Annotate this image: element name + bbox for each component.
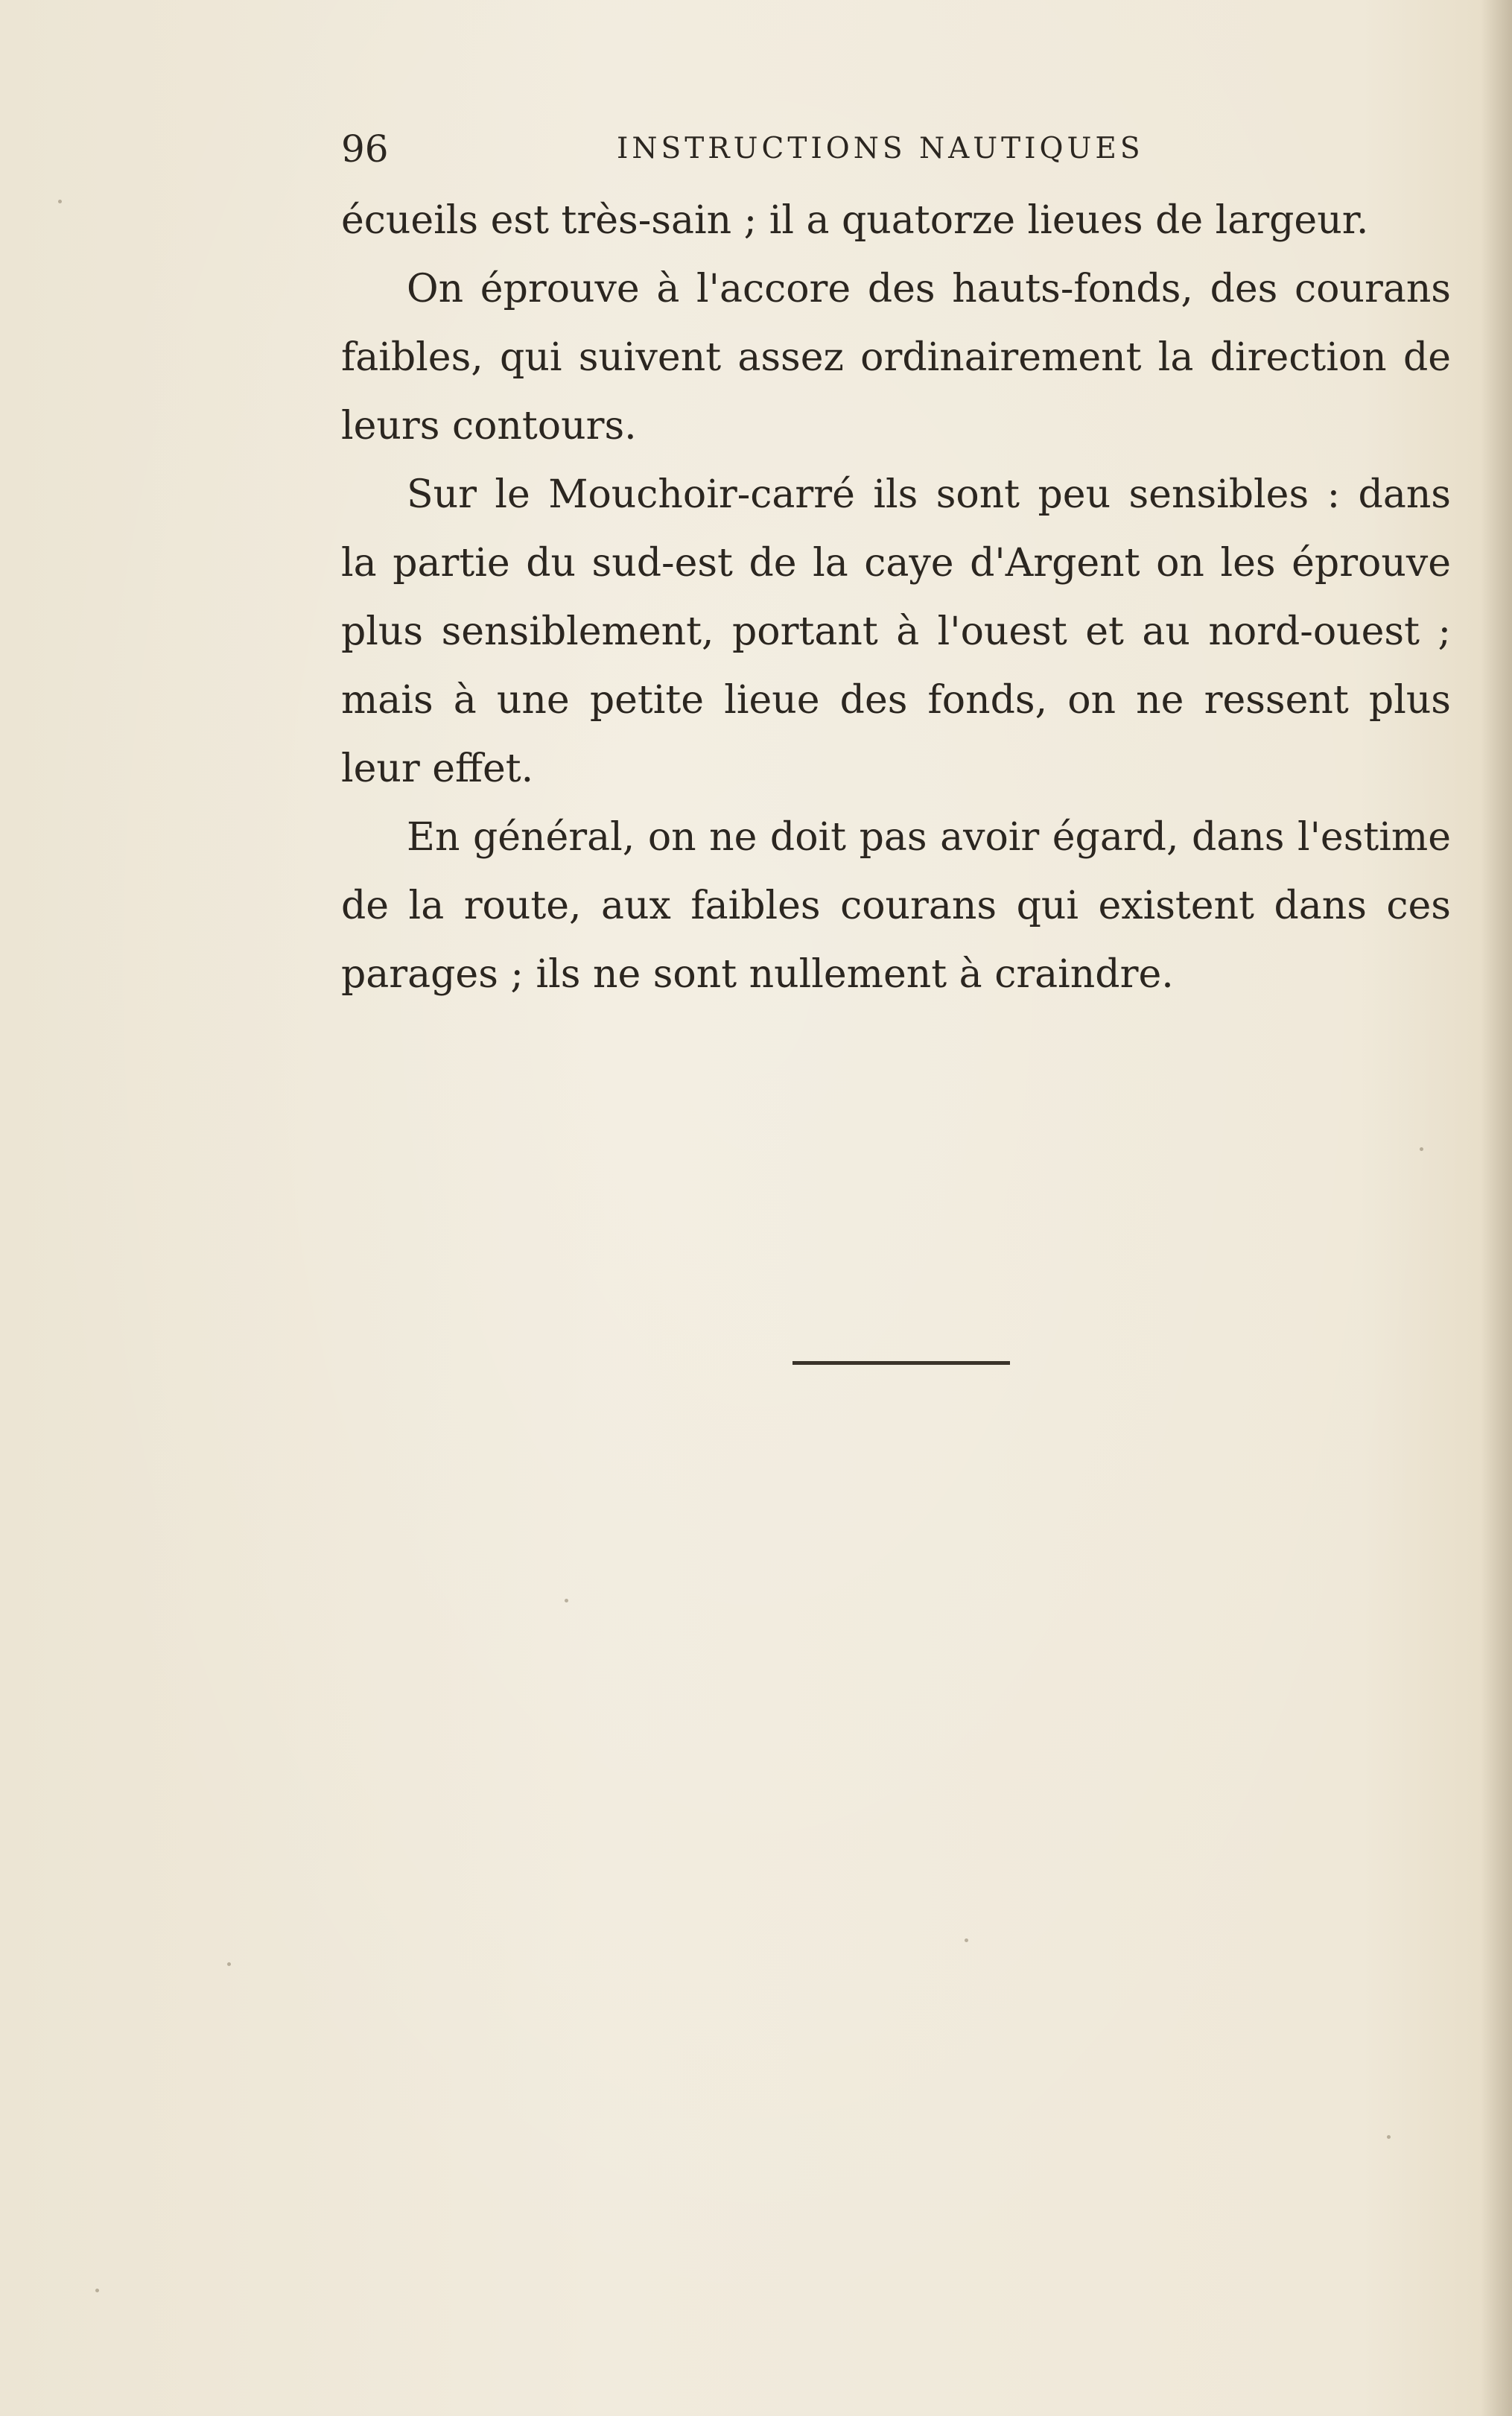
paragraph: Sur le Mouchoir-carré ils sont peu sensibles : dans la partie du sud-est de la caye d'Argent on les éprouve plus sensiblement, portant à l'ouest et au nord-ouest ; mais à une petite lieue des fonds, on ne ressent plus leur effet. — [341, 472, 1451, 791]
page-header — [341, 119, 1458, 179]
paragraph: écueils est très-sain ; il a quatorze lieues de largeur. — [341, 198, 1369, 243]
paper-speck — [565, 1599, 568, 1602]
running-title: INSTRUCTIONS NAUTIQUES — [617, 132, 1144, 165]
section-end-rule — [792, 1361, 1010, 1365]
paper-speck — [1387, 2135, 1391, 2139]
paper-speck — [95, 2289, 99, 2292]
paper-speck — [227, 1962, 231, 1966]
body-text — [341, 186, 1451, 1009]
paper-speck — [965, 1938, 968, 1942]
paper-speck — [58, 200, 62, 203]
page-number: 96 — [341, 127, 389, 171]
paragraph: On éprouve à l'accore des hauts-fonds, des courans faibles, qui suivent assez ordinairement la direction de leurs contours. — [341, 267, 1451, 448]
paper-speck — [1420, 1147, 1423, 1151]
page-edge-shadow — [1481, 0, 1512, 2416]
paragraph: En général, on ne doit pas avoir égard, dans l'estime de la route, aux faibles courans qui existent dans ces parages ; ils ne sont nullement à craindre. — [341, 815, 1451, 997]
